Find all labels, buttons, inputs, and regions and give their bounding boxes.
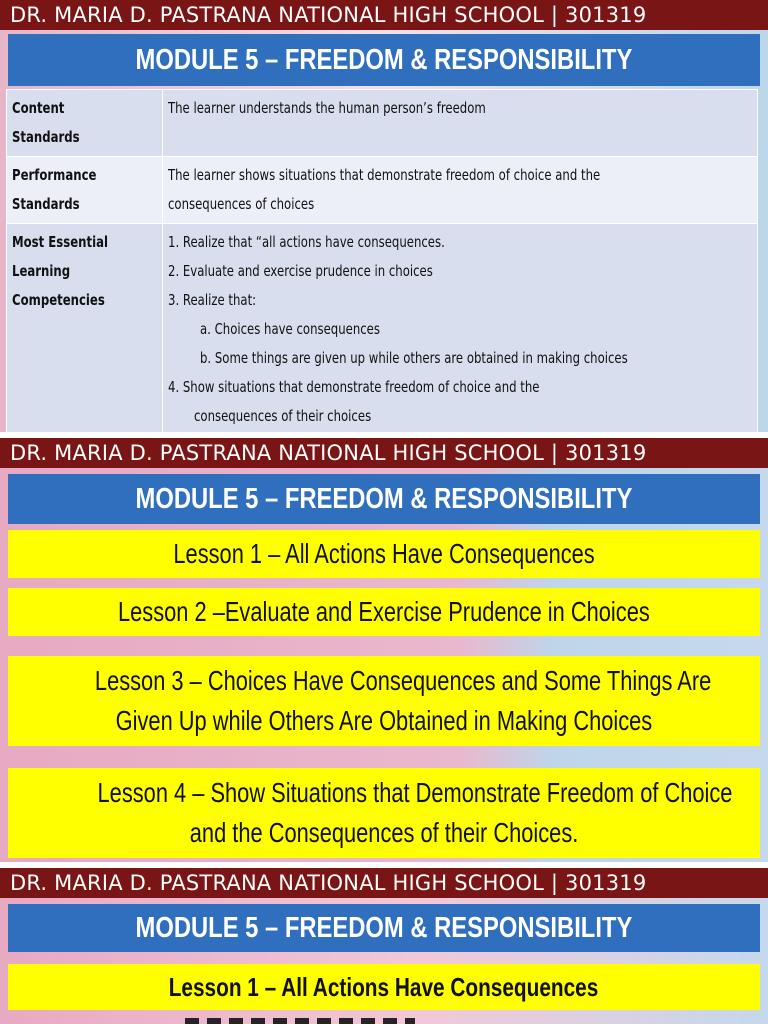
table-row bbox=[7, 90, 758, 157]
row-text bbox=[163, 224, 758, 433]
list-item: 2. Evaluate and exercise prudence in choices bbox=[168, 262, 433, 280]
table-row bbox=[7, 224, 758, 433]
list-item: b. Some things are given up while others are obtained in making choices bbox=[200, 349, 628, 367]
table-row bbox=[7, 157, 758, 224]
lesson-1-title: Lesson 1 – All Actions Have Consequences bbox=[8, 964, 760, 1010]
standards-table bbox=[6, 89, 758, 432]
list-item: 1. Realize that “all actions have consequences. bbox=[168, 233, 445, 251]
school-header: DR. MARIA D. PASTRANA NATIONAL HIGH SCHOOL | 301319 bbox=[0, 0, 768, 30]
row-heading: Most Essential Learning Competencies bbox=[7, 224, 163, 433]
list-item: consequences of their choices bbox=[194, 407, 372, 425]
row-text: The learner understands the human person’s freedom bbox=[163, 90, 758, 157]
slide-lesson-1 bbox=[0, 868, 768, 1024]
list-item: 3. Realize that: bbox=[168, 291, 257, 309]
row-heading: Performance Standards bbox=[7, 157, 163, 224]
school-header: DR. MARIA D. PASTRANA NATIONAL HIGH SCHOOL | 301319 bbox=[0, 438, 768, 468]
module-title: MODULE 5 – FREEDOM & RESPONSIBILITY bbox=[8, 34, 760, 86]
lesson-4-banner: Lesson 4 – Show Situations that Demonstrate Freedom of Choice and the Consequences of their Choices. bbox=[8, 768, 760, 858]
lesson-3-banner: Lesson 3 – Choices Have Consequences and Some Things Are Given Up while Others Are Obtained in Making Choices bbox=[8, 656, 760, 746]
row-text: The learner shows situations that demonstrate freedom of choice and the consequences of choices bbox=[163, 157, 758, 224]
school-header: DR. MARIA D. PASTRANA NATIONAL HIGH SCHOOL | 301319 bbox=[0, 868, 768, 898]
competency-list bbox=[168, 228, 752, 431]
list-item: a. Choices have consequences bbox=[200, 320, 380, 338]
module-title: MODULE 5 – FREEDOM & RESPONSIBILITY bbox=[8, 474, 760, 524]
cropped-heading-fragment bbox=[185, 1010, 425, 1024]
slide-competencies bbox=[0, 0, 768, 432]
slide-lessons bbox=[0, 438, 768, 862]
list-item: 4. Show situations that demonstrate freedom of choice and the bbox=[168, 378, 540, 396]
lesson-1-banner: Lesson 1 – All Actions Have Consequences bbox=[8, 530, 760, 578]
row-heading: Content Standards bbox=[7, 90, 163, 157]
module-title: MODULE 5 – FREEDOM & RESPONSIBILITY bbox=[8, 904, 760, 952]
lesson-2-banner: Lesson 2 –Evaluate and Exercise Prudence in Choices bbox=[8, 588, 760, 636]
